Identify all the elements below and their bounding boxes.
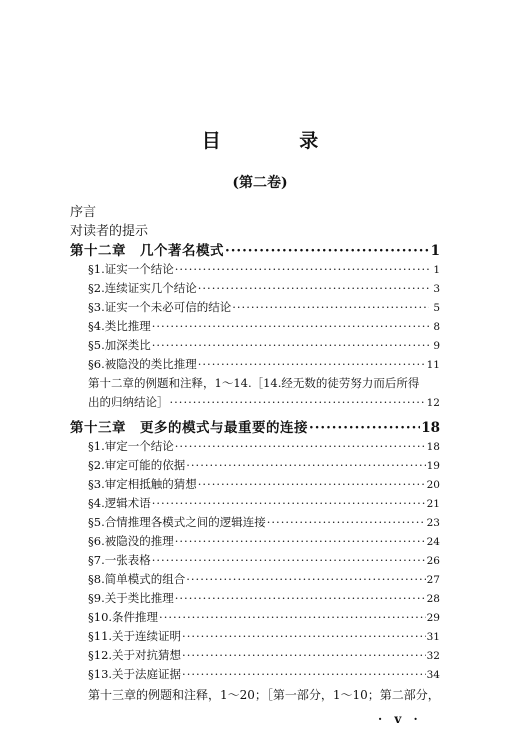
page-number: 12 (426, 397, 440, 409)
page-number: 31 (426, 631, 440, 643)
leader-dots (232, 300, 429, 314)
page-number: 9 (433, 340, 440, 352)
section-label: §12.关于对抗猜想 (88, 648, 182, 662)
leader-dots (267, 515, 426, 529)
leader-dots (182, 667, 426, 681)
page-number: 21 (426, 498, 440, 510)
section-label: §4.逻辑术语 (88, 496, 151, 510)
toc-section[interactable] (88, 533, 440, 549)
page-footer-number: · v · (378, 712, 422, 726)
section-label: §2.连续证实几个结论 (88, 281, 197, 295)
section-label: §10.条件推理 (88, 610, 159, 624)
toc-section[interactable] (88, 280, 440, 296)
toc-section[interactable] (88, 514, 440, 530)
page-number: 19 (426, 460, 440, 472)
page-number: 34 (426, 669, 440, 681)
volume-subtitle: (第二卷) (232, 175, 288, 191)
section-label: §13.关于法庭证据 (88, 667, 182, 681)
section-label: §3.审定相抵触的猜想 (88, 477, 197, 491)
page-number: 29 (426, 612, 440, 624)
toc-chapter-12-examples-cont[interactable] (88, 394, 440, 410)
section-label: §5.合情推理各模式之间的逻辑连接 (88, 515, 266, 529)
leader-dots (309, 420, 420, 436)
section-label: §11.关于连续证明 (88, 629, 182, 643)
toc-section[interactable] (88, 438, 440, 454)
page-number: 28 (426, 593, 440, 605)
toc-section[interactable] (88, 299, 440, 315)
leader-dots (175, 591, 426, 605)
toc-section[interactable] (88, 337, 440, 353)
toc-chapter-12[interactable] (70, 239, 440, 259)
leader-dots (152, 319, 429, 333)
section-label: §3.证实一个未必可信的结论 (88, 300, 232, 314)
toc-section[interactable] (88, 495, 440, 511)
leader-dots (152, 338, 429, 352)
chapter-label: 第十三章 更多的模式与最重要的连接 (70, 420, 308, 436)
toc-section[interactable] (88, 552, 440, 568)
leader-dots (182, 629, 426, 643)
toc-section[interactable] (88, 261, 440, 277)
leader-dots (152, 496, 426, 510)
section-label: §4.类比推理 (88, 319, 151, 333)
toc-section[interactable] (88, 318, 440, 334)
page-number: 18 (421, 420, 440, 436)
page-number: 20 (426, 479, 440, 491)
toc-section[interactable] (88, 590, 440, 606)
page-number: 18 (426, 441, 440, 453)
leader-dots (175, 262, 429, 276)
leader-dots (152, 553, 426, 567)
leader-dots (186, 572, 425, 586)
section-label: §6.被隐没的推理 (88, 534, 174, 548)
page-number: 23 (426, 517, 440, 529)
chapter-13-examples[interactable]: 第十三章的例题和注释，1～20；［第一部分，1～10；第二部分， (88, 688, 440, 702)
section-label: §2.审定可能的依据 (88, 458, 186, 472)
section-label: §1.审定一个结论 (88, 439, 174, 453)
page-number: 27 (426, 574, 440, 586)
toc-section[interactable] (88, 609, 440, 625)
section-label: §1.证实一个结论 (88, 262, 174, 276)
leader-dots (198, 477, 426, 491)
leader-dots (186, 458, 425, 472)
toc-reader-hints[interactable]: 对读者的提示 (70, 224, 149, 239)
toc-section[interactable] (88, 457, 440, 473)
page-number: 5 (433, 302, 440, 314)
leader-dots (198, 281, 429, 295)
chapter-label: 第十二章 几个著名模式 (70, 243, 224, 259)
leader-dots (175, 534, 426, 548)
page-number: 3 (433, 283, 440, 295)
toc-section[interactable] (88, 571, 440, 587)
leader-dots (182, 648, 426, 662)
leader-dots (225, 243, 429, 259)
toc-section[interactable] (88, 628, 440, 644)
toc-section[interactable] (88, 356, 440, 372)
leader-dots (198, 357, 426, 371)
leader-dots (170, 395, 426, 409)
page-number: 1 (430, 243, 440, 259)
toc-preface[interactable]: 序言 (70, 205, 97, 220)
section-label: §7.一张表格 (88, 553, 151, 567)
section-label: 出的归纳结论］ (88, 395, 169, 409)
toc-section[interactable] (88, 476, 440, 492)
leader-dots (159, 610, 426, 624)
page-number: 11 (426, 359, 440, 371)
page-number: 1 (433, 264, 440, 276)
section-label: §5.加深类比 (88, 338, 151, 352)
page-number: 32 (426, 650, 440, 662)
section-label: §6.被隐没的类比推理 (88, 357, 197, 371)
toc-chapter-13[interactable] (70, 416, 440, 436)
toc-section[interactable] (88, 666, 440, 682)
page-title: 目 录 (201, 130, 355, 152)
page-number: 26 (426, 555, 440, 567)
chapter-12-examples[interactable]: 第十二章的例题和注释，1～14.［14.经无数的徒劳努力而后所得 (88, 376, 420, 390)
page-number: 24 (426, 536, 440, 548)
leader-dots (175, 439, 426, 453)
section-label: §9.关于类比推理 (88, 591, 174, 605)
section-label: §8.简单模式的组合 (88, 572, 186, 586)
page-number: 8 (433, 321, 440, 333)
toc-section[interactable] (88, 647, 440, 663)
